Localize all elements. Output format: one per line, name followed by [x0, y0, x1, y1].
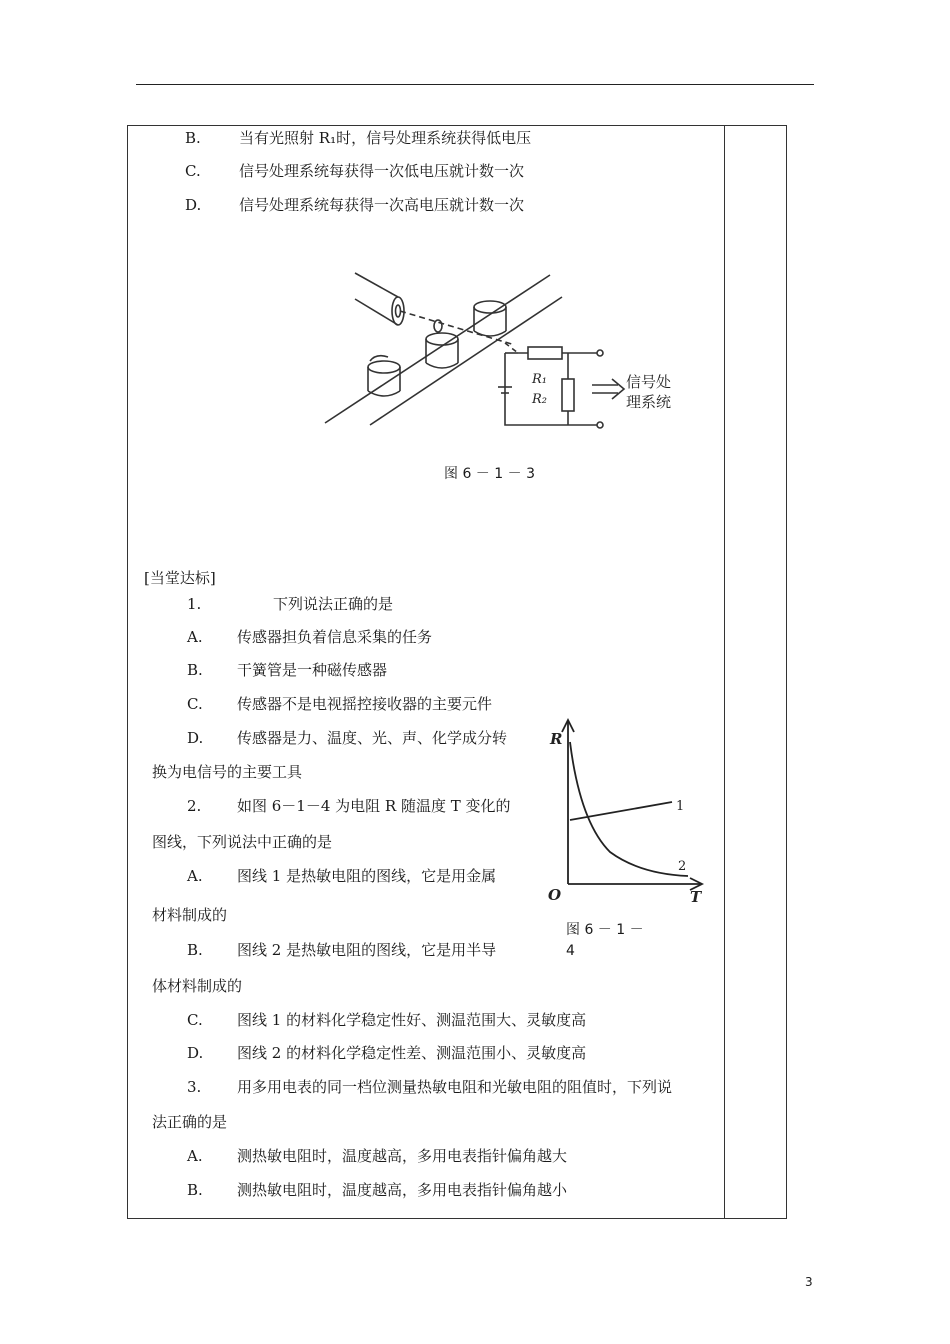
option-label: B.	[185, 129, 201, 147]
option-label: C.	[185, 162, 201, 180]
q2-option-b-cont: 体材料制成的	[152, 977, 243, 995]
figure1-caption: 图 6 － 1 － 3	[444, 466, 535, 482]
option-label: B.	[187, 941, 203, 959]
label-output-line1: 信号处	[626, 373, 672, 391]
curve1-label: 1	[676, 799, 685, 814]
option-label: A.	[187, 628, 203, 646]
resistance-temperature-graph	[540, 712, 725, 912]
q3-number: 3.	[187, 1078, 202, 1096]
label-r1: R₁	[532, 372, 547, 387]
option-label: A.	[187, 1147, 203, 1165]
page-number: 3	[805, 1275, 813, 1289]
option-label: A.	[187, 867, 203, 885]
curve2-label: 2	[678, 859, 687, 874]
option-label: D.	[187, 729, 204, 747]
option-text: 传感器担负着信息采集的任务	[237, 628, 433, 646]
option-label: B.	[187, 661, 203, 679]
x-axis-label: T	[690, 888, 702, 906]
q3-stem-text: 用多用电表的同一档位测量热敏电阻和光敏电阻的阻值时，下列说	[237, 1078, 673, 1096]
y-axis-label: R	[550, 730, 563, 748]
section-title: [当堂达标]	[144, 569, 216, 587]
q2-stem-cont: 图线，下列说法中正确的是	[152, 833, 333, 851]
origin-label: O	[548, 886, 562, 904]
option-text: 图线 2 的材料化学稳定性差、测温范围小、灵敏度高	[237, 1044, 587, 1062]
conveyor-counter-diagram	[300, 255, 710, 445]
label-r2: R₂	[532, 392, 547, 407]
label-output-line2: 理系统	[626, 393, 672, 411]
q2-option-a-cont: 材料制成的	[152, 906, 228, 924]
header-rule	[136, 84, 814, 85]
option-text: 信号处理系统每获得一次高电压就计数一次	[239, 196, 525, 214]
option-label: C.	[187, 695, 203, 713]
figure2-caption-line1: 图 6 － 1 －	[566, 922, 644, 938]
option-text: 测热敏电阻时，温度越高，多用电表指针偏角越大	[237, 1147, 568, 1165]
option-text: 当有光照射 R₁时，信号处理系统获得低电压	[239, 129, 532, 147]
option-label: B.	[187, 1181, 203, 1199]
option-text: 传感器是力、温度、光、声、化学成分转	[237, 729, 508, 747]
option-text: 传感器不是电视摇控接收器的主要元件	[237, 695, 493, 713]
option-label: D.	[187, 1044, 204, 1062]
q1-number: 1.	[187, 595, 202, 613]
q1-stem-text: 下列说法正确的是	[273, 595, 394, 613]
q1-continuation: 换为电信号的主要工具	[152, 763, 303, 781]
option-label: C.	[187, 1011, 203, 1029]
option-text: 干簧管是一种磁传感器	[237, 661, 388, 679]
option-text: 图线 1 的材料化学稳定性好、测温范围大、灵敏度高	[237, 1011, 587, 1029]
option-text: 图线 2 是热敏电阻的图线，它是用半导	[237, 941, 497, 959]
table-column-divider	[724, 125, 725, 1219]
q2-number: 2.	[187, 797, 202, 815]
figure2-caption-line2: 4	[566, 943, 575, 959]
q2-stem-text: 如图 6－1－4 为电阻 R 随温度 T 变化的	[237, 797, 511, 815]
option-text: 测热敏电阻时，温度越高，多用电表指针偏角越小	[237, 1181, 568, 1199]
q3-stem-cont: 法正确的是	[152, 1113, 228, 1131]
option-label: D.	[185, 196, 202, 214]
option-text: 图线 1 是热敏电阻的图线，它是用金属	[237, 867, 497, 885]
option-text: 信号处理系统每获得一次低电压就计数一次	[239, 162, 525, 180]
